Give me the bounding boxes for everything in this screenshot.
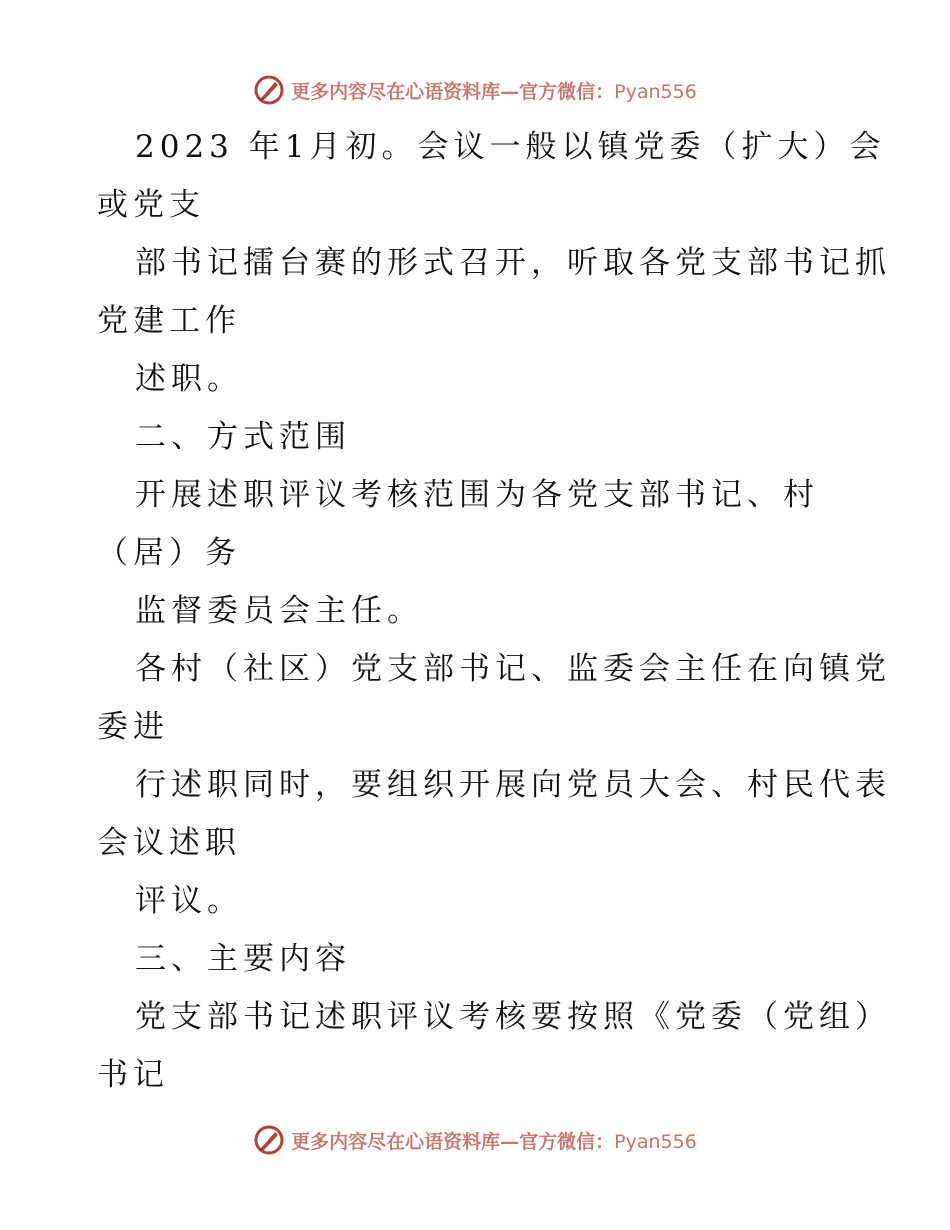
watermark-text: 更多内容尽在心语资料库—官方微信：Pyan556 xyxy=(291,1130,697,1153)
watermark-wechat-id: Pyan556 xyxy=(614,80,697,103)
text-line: 部书记擂台赛的形式召开，听取各党支部书记抓 xyxy=(135,245,891,281)
text-line: 书记 xyxy=(97,1057,169,1093)
text-line: 各村（社区）党支部书记、监委会主任在向镇党 xyxy=(135,651,891,687)
footer-watermark xyxy=(0,1120,950,1160)
text-line: 2023 年1月初。会议一般以镇党委（扩大）会 xyxy=(135,129,886,165)
text-line: 或党支 xyxy=(97,187,205,223)
text-line: 党支部书记述职评议考核要按照《党委（党组） xyxy=(135,999,891,1035)
text-line: 开展述职评议考核范围为各党支部书记、村 xyxy=(135,477,819,513)
section-heading: 二、方式范围 xyxy=(135,419,351,455)
watermark-wechat-id: Pyan556 xyxy=(614,1130,697,1153)
text-line: 评议。 xyxy=(135,883,243,919)
text-line: 党建工作 xyxy=(97,303,241,339)
quill-pen-logo-icon xyxy=(253,1124,285,1156)
text-line: （居）务 xyxy=(97,535,241,571)
text-line: 会议述职 xyxy=(97,825,241,861)
text-line: 委进 xyxy=(97,709,169,745)
quill-pen-logo-icon xyxy=(253,74,285,106)
section-heading: 三、主要内容 xyxy=(135,941,351,977)
header-watermark xyxy=(0,70,950,110)
text-line: 述职。 xyxy=(135,361,243,397)
watermark-text: 更多内容尽在心语资料库—官方微信：Pyan556 xyxy=(291,80,697,103)
text-line: 行述职同时，要组织开展向党员大会、村民代表 xyxy=(135,767,891,803)
text-line: 监督委员会主任。 xyxy=(135,593,423,629)
document-body xyxy=(97,118,891,1104)
